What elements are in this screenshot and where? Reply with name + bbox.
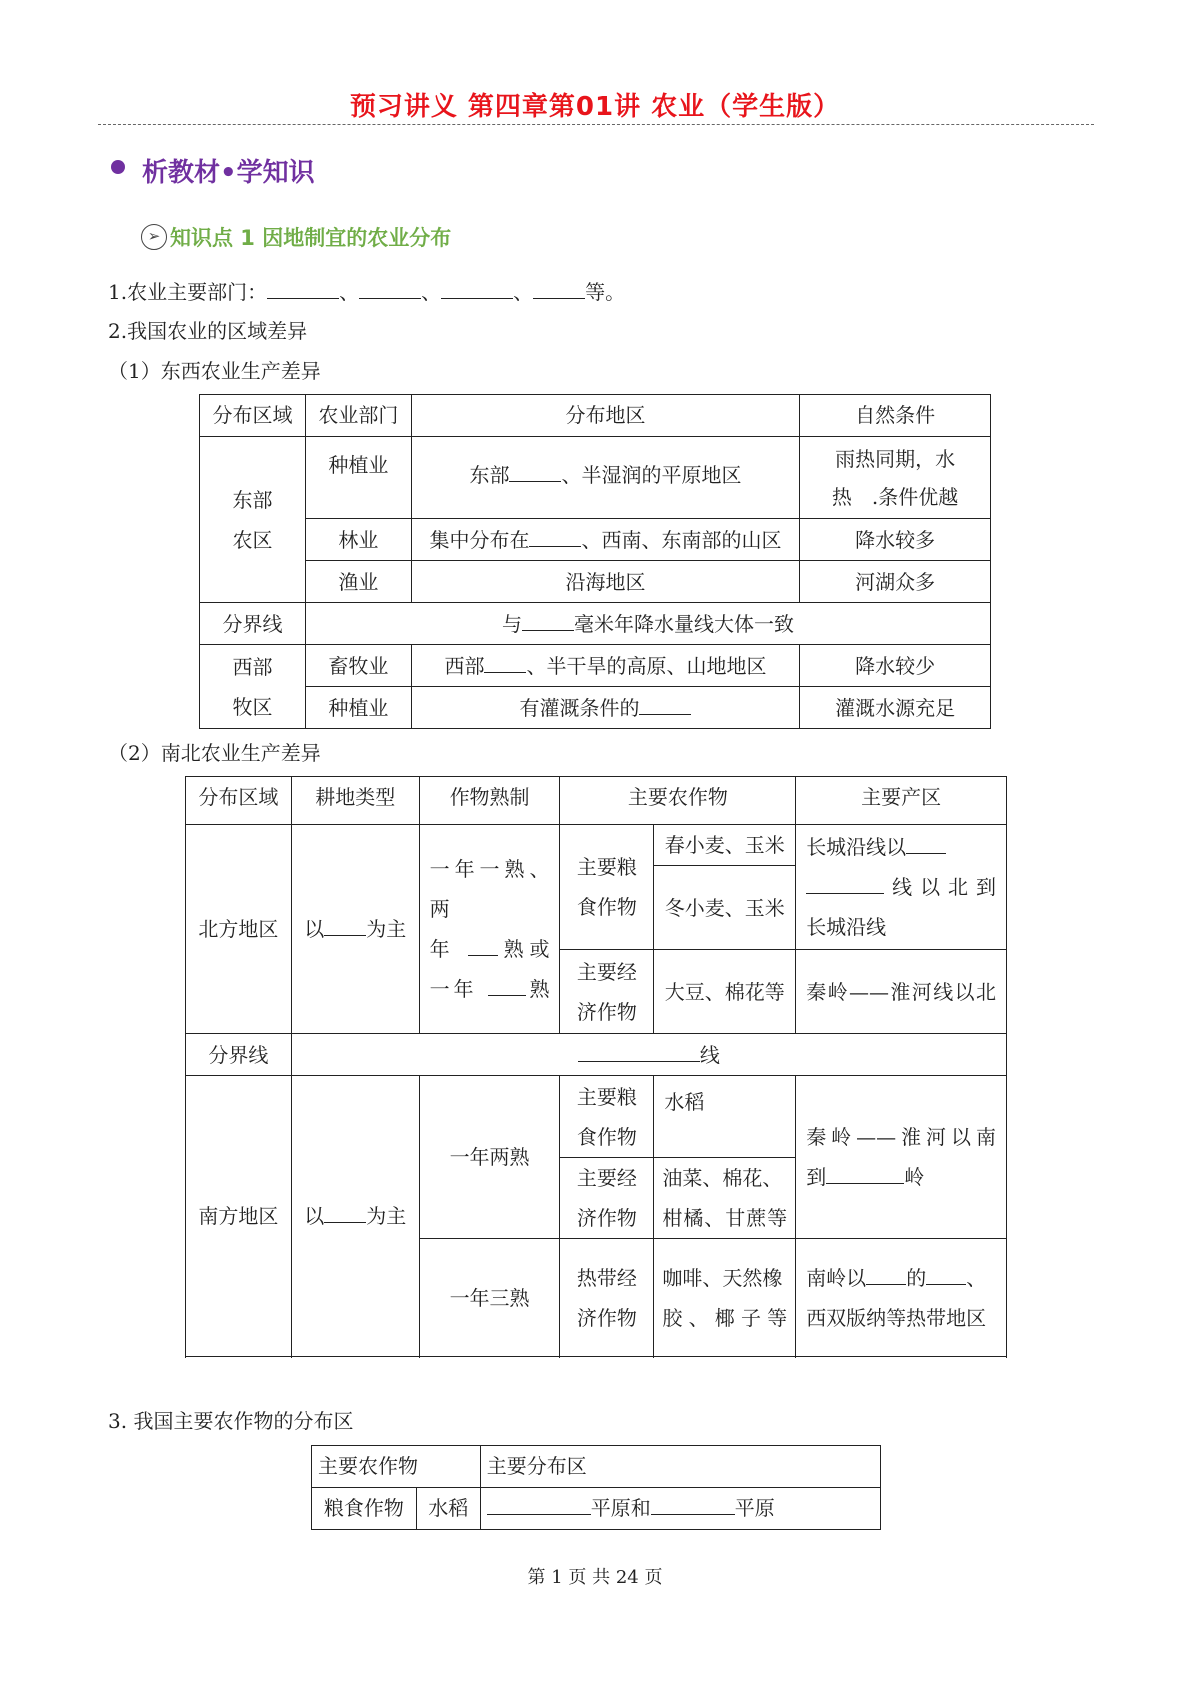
ripen-line <box>430 929 550 969</box>
ripen-post: 熟或 <box>497 937 550 961</box>
boundary-label: 分界线 <box>186 1034 292 1076</box>
page-title: 预习讲义 第四章第01讲 农业（学生版） <box>349 92 841 122</box>
east-dept: 种植业 <box>305 437 411 519</box>
area-line <box>806 1258 996 1338</box>
blank[interactable] <box>651 1496 735 1515</box>
west-cond: 降水较少 <box>800 645 991 687</box>
blank[interactable] <box>578 1043 700 1062</box>
blank[interactable] <box>488 977 526 996</box>
area-post: 、半干旱的高原、山地地区 <box>526 653 767 678</box>
boundary-post: 线 <box>699 1042 720 1067</box>
question-3-title: 3. 我国主要农作物的分布区 <box>108 1409 354 1433</box>
area-pre: 西部 <box>444 653 485 678</box>
question-2-sub2: （2）南北农业生产差异 <box>108 741 321 765</box>
blank[interactable] <box>522 612 574 631</box>
land-pre: 以 <box>304 1204 325 1228</box>
blank[interactable] <box>324 917 366 936</box>
north-grain-2: 冬小麦、玉米 <box>654 866 796 950</box>
north-ripen <box>419 825 560 1034</box>
table-header: 主要农作物 <box>312 1446 481 1488</box>
boundary-label: 分界线 <box>200 603 306 645</box>
area-line <box>806 867 996 907</box>
blank[interactable] <box>906 835 946 854</box>
table-header: 主要分布区 <box>480 1446 880 1488</box>
east-region: 东部农区 <box>232 487 273 552</box>
boundary-cell <box>291 1034 1006 1076</box>
east-cond: 雨热同期，水热 .条件优越 <box>800 437 991 519</box>
east-region-cell <box>200 437 306 603</box>
blank[interactable] <box>468 937 498 956</box>
north-region: 北方地区 <box>186 825 292 1034</box>
bullet-dot-icon <box>111 160 125 174</box>
area-line: 秦岭——淮河以南 <box>806 1125 996 1149</box>
area-pre: 集中分布在 <box>429 527 530 552</box>
crop-name: 水稻 <box>416 1488 480 1530</box>
table-header: 自然条件 <box>800 395 991 437</box>
south-area-a <box>796 1076 1007 1239</box>
table-header: 耕地类型 <box>291 777 419 825</box>
area-pre: 长城沿线以 <box>806 835 907 859</box>
area-mid: 的 <box>906 1265 927 1290</box>
question-2-sub1: （1）东西农业生产差异 <box>108 359 321 383</box>
table-header: 分布地区 <box>411 395 799 437</box>
section-title: 析教材•学知识 <box>142 158 315 188</box>
play-circle-icon: ➢ <box>141 224 167 250</box>
east-cond: 降水较多 <box>800 519 991 561</box>
blank[interactable] <box>509 463 561 482</box>
ripen-post: 熟 <box>525 977 550 1001</box>
area-mid: 线以北到 <box>884 875 996 899</box>
blank[interactable] <box>639 696 691 715</box>
east-dept: 渔业 <box>305 561 411 603</box>
area-line <box>806 827 996 867</box>
blank[interactable] <box>359 280 421 299</box>
q1-sep: 、 <box>339 280 360 304</box>
west-region-cell <box>200 645 306 729</box>
south-ripen-two: 一年两熟 <box>419 1076 560 1239</box>
blank[interactable] <box>267 280 339 299</box>
west-dept: 畜牧业 <box>305 645 411 687</box>
q1-sep: 、 <box>421 280 442 304</box>
area-line <box>806 1157 996 1197</box>
north-grain-label: 主要粮食作物 <box>560 825 654 950</box>
south-land <box>291 1076 419 1357</box>
land-post: 为主 <box>366 1204 407 1228</box>
knowledge-point-title: 知识点 1 因地制宜的农业分布 <box>170 226 452 250</box>
blank[interactable] <box>533 280 585 299</box>
north-econ-area: 秦岭——淮河线以北 <box>796 950 1007 1034</box>
north-grain-1: 春小麦、玉米 <box>654 825 796 866</box>
north-econ-label: 主要经济作物 <box>560 950 654 1034</box>
area-pre: 南岭以 <box>806 1265 867 1290</box>
table-header: 主要农作物 <box>560 777 796 825</box>
ripen-pre: 年 <box>429 937 456 961</box>
ripen-line <box>430 969 550 1009</box>
area-post: 岭 <box>904 1165 925 1189</box>
area-post: 、半湿润的平原地区 <box>561 463 742 487</box>
area-mid: 平原和 <box>590 1496 651 1520</box>
land-post: 为主 <box>366 917 407 941</box>
north-econ-crops: 大豆、棉花等 <box>654 950 796 1034</box>
q1-sep: 、 <box>513 280 534 304</box>
q1-prefix: 1.农业主要部门： <box>108 280 268 304</box>
area-post: 、西南、东南部的山区 <box>581 527 782 552</box>
west-region: 西部牧区 <box>232 654 273 719</box>
area-post: 平原 <box>734 1496 775 1520</box>
blank[interactable] <box>484 654 526 673</box>
south-ripen-three: 一年三熟 <box>419 1239 560 1357</box>
question-1 <box>108 276 625 305</box>
area-pre: 东部 <box>469 463 510 487</box>
table-header: 作物熟制 <box>419 777 560 825</box>
crop-distribution-table <box>311 1445 881 1530</box>
blank[interactable] <box>826 1165 904 1184</box>
west-area <box>411 687 799 729</box>
header-divider <box>98 124 1094 125</box>
east-dept: 林业 <box>305 519 411 561</box>
blank[interactable] <box>441 280 513 299</box>
crop-category: 粮食作物 <box>312 1488 417 1530</box>
west-cond: 灌溉水源充足 <box>800 687 991 729</box>
area-post: 、西双版纳等热带地区 <box>806 1265 987 1330</box>
table-header: 主要产区 <box>796 777 1007 825</box>
land-pre: 以 <box>304 917 325 941</box>
north-land <box>291 825 419 1034</box>
west-area <box>411 645 799 687</box>
blank[interactable] <box>806 875 884 894</box>
q1-suffix: 等。 <box>585 280 626 304</box>
north-south-table <box>185 776 1007 1357</box>
north-grain-area <box>796 825 1007 950</box>
blank[interactable] <box>866 1266 906 1285</box>
page-footer: 第 1 页 共 24 页 <box>527 1567 663 1588</box>
boundary-cell <box>305 603 990 645</box>
east-area: 沿海地区 <box>411 561 799 603</box>
south-econ-label: 主要经济作物 <box>560 1158 654 1239</box>
ripen-pre: 一年 <box>429 977 478 1001</box>
blank[interactable] <box>926 1266 966 1285</box>
south-area-b <box>796 1239 1007 1357</box>
blank[interactable] <box>487 1496 591 1515</box>
area-pre: 有灌溉条件的 <box>519 695 640 720</box>
south-region: 南方地区 <box>186 1076 292 1357</box>
east-area <box>411 437 799 519</box>
south-econ-crops: 油菜、棉花、柑橘、甘蔗等 <box>654 1158 796 1239</box>
table-header: 分布区域 <box>186 777 292 825</box>
south-trop-crops: 咖啡、天然橡胶、椰子等 <box>654 1239 796 1357</box>
crop-area <box>480 1488 880 1530</box>
blank[interactable] <box>529 528 581 547</box>
table-header: 分布区域 <box>200 395 306 437</box>
boundary-post: 毫米年降水量线大体一致 <box>573 611 794 636</box>
east-west-table <box>199 394 991 729</box>
question-2-title: 2.我国农业的区域差异 <box>108 319 308 343</box>
east-area <box>411 519 799 561</box>
ripen-line: 一年一熟、两 <box>429 857 550 921</box>
south-trop-label: 热带经济作物 <box>560 1239 654 1357</box>
south-grain-label: 主要粮食作物 <box>560 1076 654 1158</box>
boundary-pre: 与 <box>501 611 522 636</box>
table-header: 农业部门 <box>305 395 411 437</box>
south-grain-crops: 水稻 <box>654 1076 796 1158</box>
east-cond: 河湖众多 <box>800 561 991 603</box>
area-line: 长城沿线 <box>806 915 887 939</box>
area-mid: 到 <box>806 1165 827 1189</box>
west-dept: 种植业 <box>305 687 411 729</box>
blank[interactable] <box>324 1204 366 1223</box>
